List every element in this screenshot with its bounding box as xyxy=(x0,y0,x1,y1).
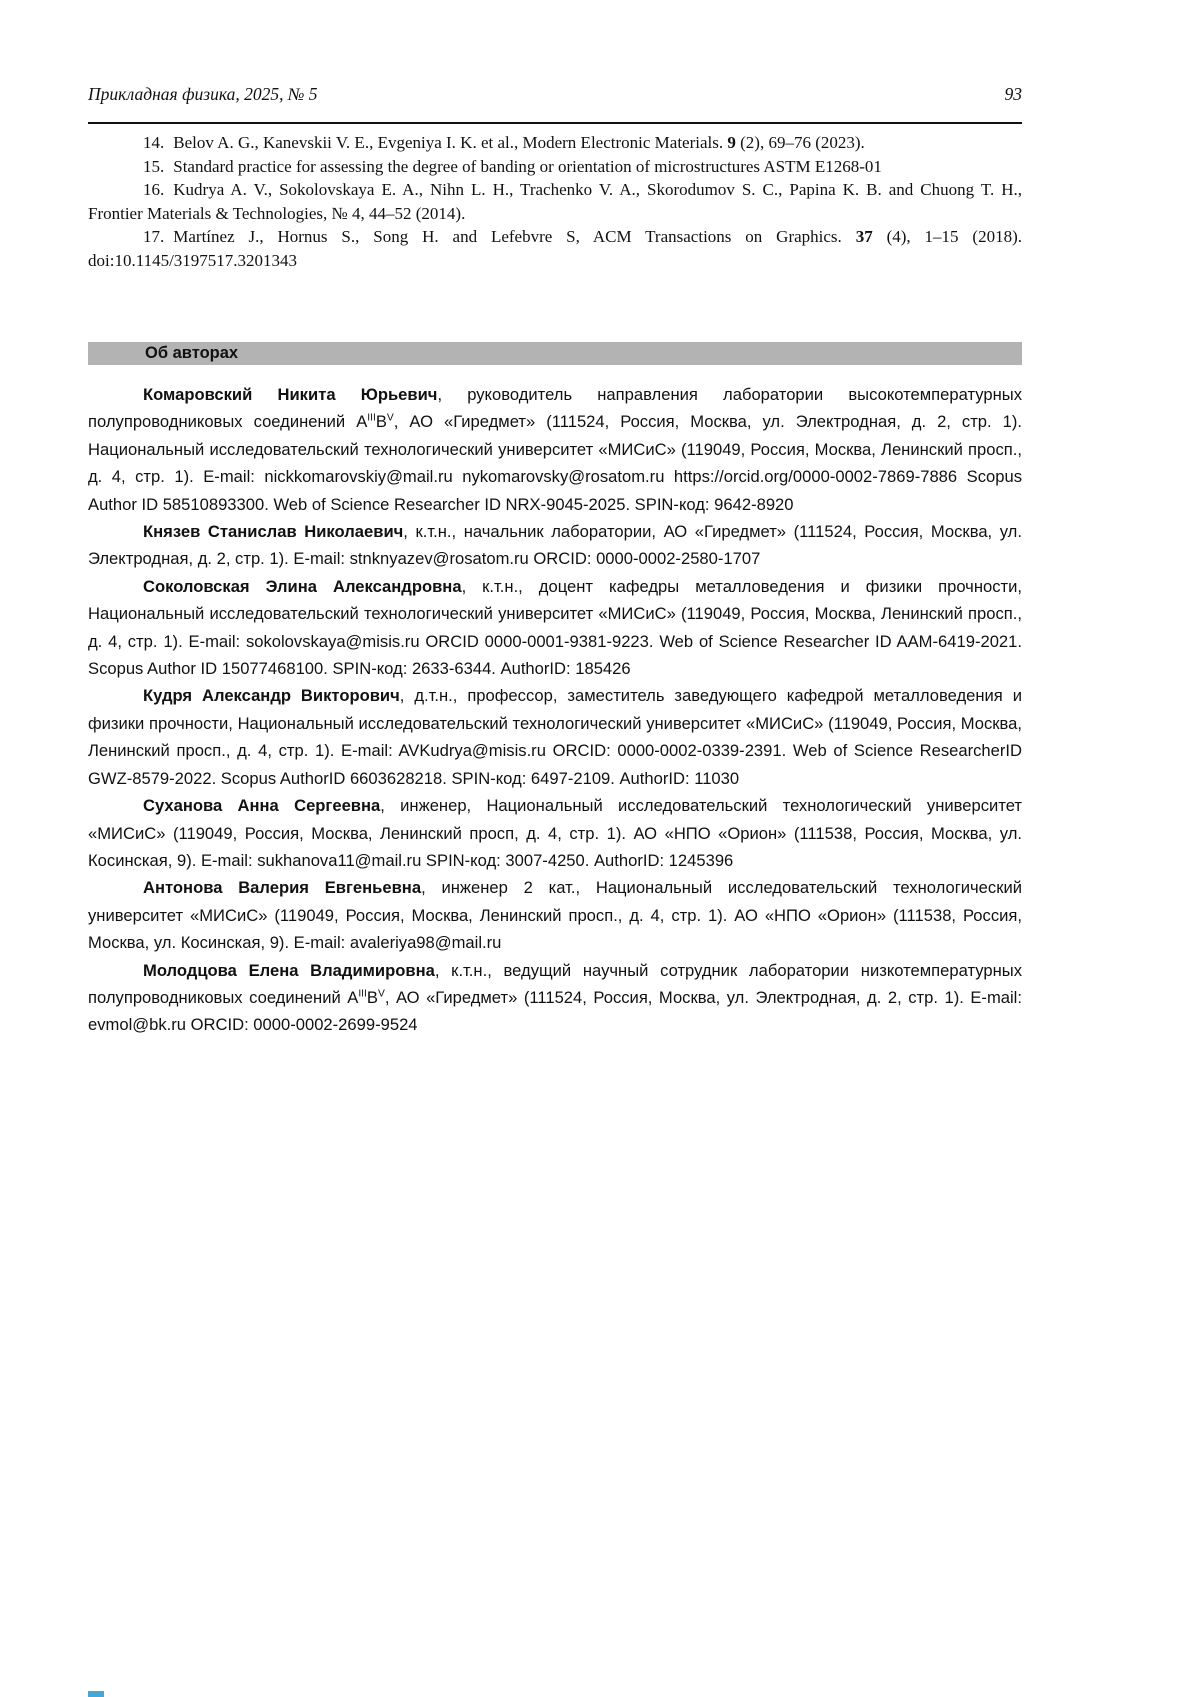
author-entry xyxy=(88,957,1022,1039)
author-name: Суханова Анна Сергеевна xyxy=(143,796,381,816)
author-details: , руководитель направления лаборатории высокотемпературных полупроводниковых соединений $A^{III}B^V$, АО «Гиредмет» (111524, Россия, Москва, ул. Электродная, д. 2, стр. 1). Национальный исследовательский технологический университет «МИСиС» (119049, Россия, Москва, Ленинский просп., д. 4, стр. 1). E-mail: nickkomarovskiy@mail.ru nykomarovsky@rosatom.ru https://orcid.org/0000-0002-7869-7886 Scopus Author ID 58510893300. Web of Science Researcher ID NRX-9045-2025. SPIN-код: 9642-8920 xyxy=(88,385,1022,514)
reference-item xyxy=(88,155,1022,179)
reference-item xyxy=(88,131,1022,155)
reference-number: 17. xyxy=(143,227,165,246)
page-header xyxy=(88,84,1022,105)
reference-text: Belov A. G., Kanevskii V. E., Evgeniya I. K. et al., Modern Electronic Materials. 9 (2), 69–76 (2023). xyxy=(173,133,865,152)
author-entry xyxy=(88,381,1022,518)
author-name: Кудря Александр Викторович xyxy=(143,686,400,706)
author-name: Соколовская Элина Александровна xyxy=(143,576,462,596)
reference-item xyxy=(88,178,1022,225)
reference-number: 16. xyxy=(143,180,165,199)
author-entry xyxy=(88,874,1022,956)
author-entry xyxy=(88,682,1022,792)
author-details: , инженер 2 кат., Национальный исследовательский технологический университет «МИСиС» (119049, Россия, Москва, Ленинский просп., д. 4, стр. 1). АО «НПО «Орион» (111538, Россия, Москва, ул. Косинская, 9). E-mail: avaleriya98@mail.ru xyxy=(88,878,1022,953)
author-details: , д.т.н., профессор, заместитель заведующего кафедрой металловедения и физики прочности, Национальный исследовательский технологический университет «МИСиС» (119049, Россия, Москва, Ленинский просп., д. 4, стр. 1). E-mail: AVKudrya@misis.ru ORCID: 0000-0002-0339-2391. Web of Science ResearcherID GWZ-8579-2022. Scopus AuthorID 6603628218. SPIN-код: 6497-2109. AuthorID: 11030 xyxy=(88,686,1022,788)
reference-number: 14. xyxy=(143,133,165,152)
author-details: , к.т.н., начальник лаборатории, АО «Гиредмет» (111524, Россия, Москва, ул. Электродная, д. 2, стр. 1). E-mail: stnknyazev@rosatom.ru ORCID: 0000-0002-2580-1707 xyxy=(88,522,1022,569)
author-name: Комаровский Никита Юрьевич xyxy=(143,385,438,404)
reference-text: Martínez J., Hornus S., Song H. and Lefebvre S, ACM Transactions on Graphics. 37 (4), 1–15 (2018). doi:10.1145/3197517.3201343 xyxy=(88,227,1022,270)
author-name: Князев Станислав Николаевич xyxy=(143,522,404,542)
page-number: 93 xyxy=(1004,84,1022,104)
reference-text: Kudrya A. V., Sokolovskaya E. A., Nihn L. H., Trachenko V. A., Skorodumov S. C., Papina K. B. and Chuong T. H., Frontier Materials & Technologies, № 4, 44–52 (2014). xyxy=(88,180,1022,223)
section-title: Об авторах xyxy=(145,344,239,362)
reference-text: Standard practice for assessing the degree of banding or orientation of microstructures ASTM E1268-01 xyxy=(173,156,882,176)
reference-number: 15. xyxy=(143,156,165,176)
author-entry xyxy=(88,792,1022,874)
author-details: , к.т.н., доцент кафедры металловедения и физики прочности, Национальный исследовательский технологический университет «МИСиС» (119049, Россия, Москва, Ленинский просп., д. 4, стр. 1). E-mail: sokolovskaya@misis.ru ORCID 0000-0001-9381-9223. Web of Science Researcher ID AAM-6419-2021. Scopus Author ID 15077468100. SPIN-код: 2633-6344. AuthorID: 185426 xyxy=(88,576,1022,679)
page-bottom-marker xyxy=(88,1691,104,1697)
header-rule xyxy=(88,122,1022,124)
section-header-bar xyxy=(88,342,1022,365)
author-details: , к.т.н., ведущий научный сотрудник лаборатории низкотемпературных полупроводниковых соединений $A^{III}B^V$, АО «Гиредмет» (111524, Россия, Москва, ул. Электродная, д. 2, стр. 1). E-mail: evmol@bk.ru ORCID: 0000-0002-2699-9524 xyxy=(88,960,1023,1035)
journal-title: Прикладная физика, 2025, № 5 xyxy=(88,84,318,104)
references-list xyxy=(88,131,1022,272)
author-details: , инженер, Национальный исследовательский технологический университет «МИСиС» (119049, Россия, Москва, Ленинский просп, д. 4, стр. 1). АО «НПО «Орион» (111538, Россия, Москва, ул. Косинская, 9). E-mail: sukhanova11@mail.ru SPIN-код: 3007-4250. AuthorID: 1245396 xyxy=(88,796,1023,870)
author-entry xyxy=(88,518,1022,573)
author-name: Молодцова Елена Владимировна xyxy=(143,960,435,980)
author-entry xyxy=(88,573,1022,683)
author-name: Антонова Валерия Евгеньевна xyxy=(143,878,422,898)
authors-list xyxy=(88,381,1022,1039)
reference-item xyxy=(88,225,1022,272)
